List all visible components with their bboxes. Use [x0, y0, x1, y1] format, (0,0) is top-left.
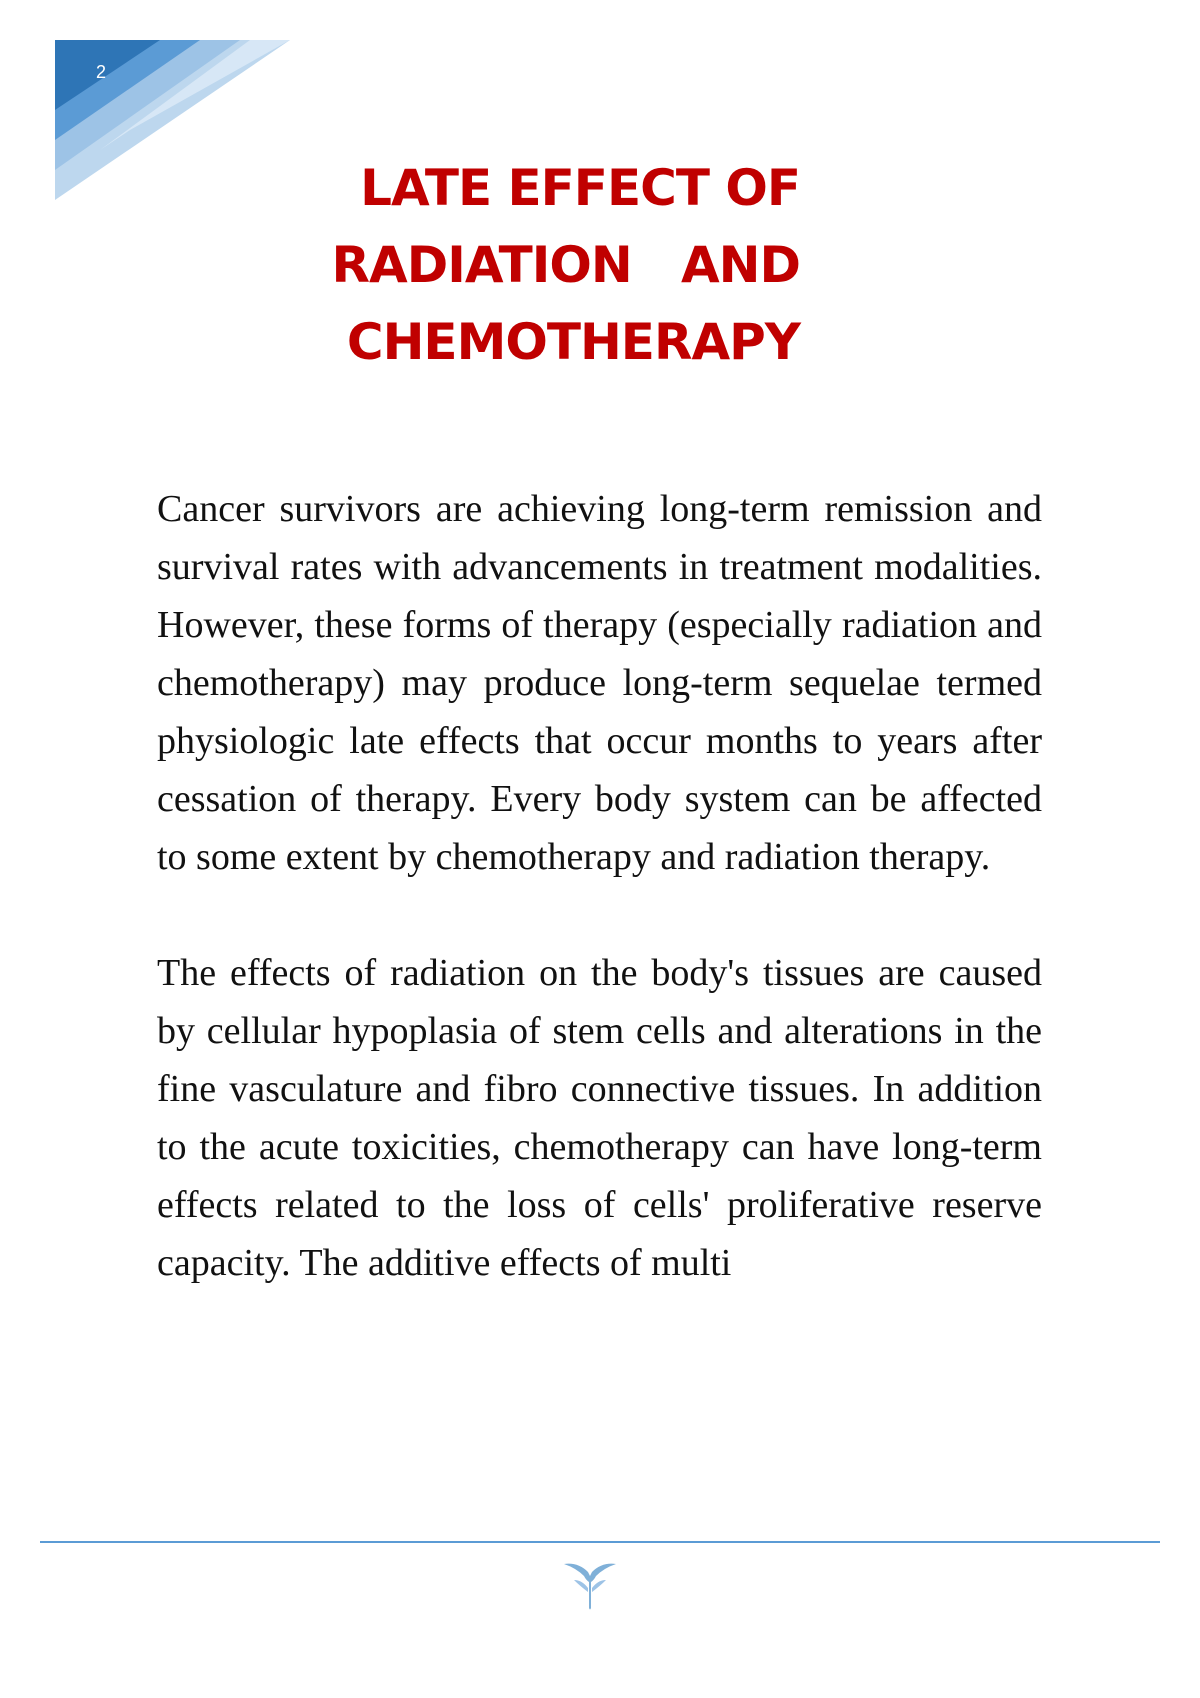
title-line: CHEMOTHERAPY — [346, 313, 800, 371]
title-line: LATE EFFECT OF — [360, 159, 800, 217]
paragraph: The effects of radiation on the body's tissues are caused by cellular hypoplasia of stem cells and alterations in the fine vasculature and fibro connective tissues. In addition to the acute toxicities, chemotherapy can have long-term effects related to the loss of cells' proliferative reserve capacity. The additive effects of multi — [157, 952, 1042, 1284]
paragraph: Cancer survivors are achieving long-term remission and survival rates with advancements in treatment modalities. However, these forms of therapy (especially radiation and chemotherapy) may produce long-term sequelae termed physiologic late effects that occur months to years after cessation of therapy. Every body system can be affected to some extent by chemotherapy and radiation therapy. — [157, 488, 1042, 878]
title-line: RADIATION AND — [331, 236, 800, 294]
body-text — [157, 480, 1042, 1292]
footer-divider — [40, 1541, 1160, 1543]
page-title — [260, 150, 800, 381]
footer-logo-icon — [560, 1558, 620, 1612]
page-number: 2 — [96, 62, 107, 82]
corner-decoration — [0, 0, 300, 220]
